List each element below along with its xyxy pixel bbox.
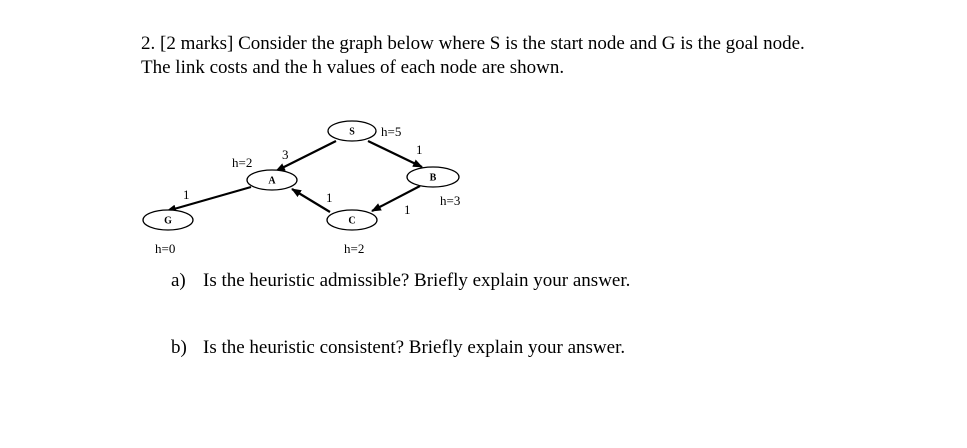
cost-label-c-a: 1 [326,190,333,205]
h-label-a: h=2 [232,155,253,170]
cost-label-s-b: 1 [416,142,423,157]
h-label-c: h=2 [344,241,365,256]
node-a-label: A [268,175,276,187]
node-g-label: G [164,215,172,227]
h-label-b: h=3 [440,193,461,208]
edge-b-to-c [372,186,420,211]
h-label-g: h=0 [155,241,176,256]
part-a-question: Is the heuristic admissible? Briefly explain your answer. [203,270,631,291]
cost-label-b-c: 1 [404,202,411,217]
node-c-label: C [348,215,356,227]
question-line-2: The link costs and the h values of each node are shown. [141,57,565,78]
part-a-marker: a) [171,270,186,291]
cost-label-a-g: 1 [183,187,190,202]
cost-label-s-a: 3 [282,147,289,162]
h-label-s: h=5 [381,124,402,139]
part-b-question: Is the heuristic consistent? Briefly explain your answer. [203,337,626,358]
node-b-label: B [429,172,437,184]
question-line-1: 2. [2 marks] Consider the graph below where S is the start node and G is the goal node. [141,33,805,54]
edge-a-to-g [167,187,251,211]
edge-c-to-a [292,189,330,212]
edge-s-to-b [368,141,422,167]
part-b-marker: b) [171,337,187,358]
node-s-label: S [349,126,355,138]
